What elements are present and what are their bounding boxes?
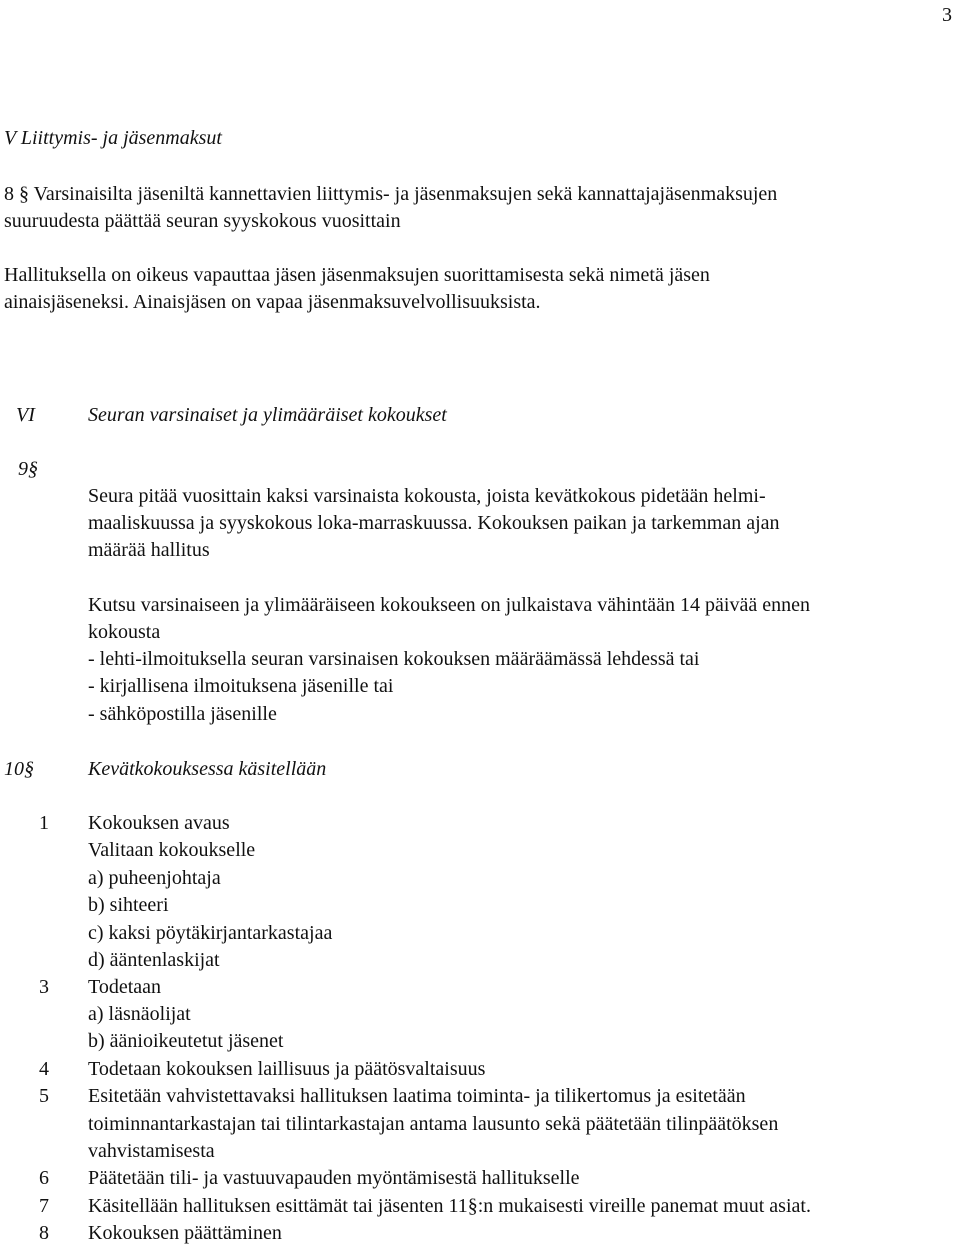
agenda-item-text: Kokouksen päättäminen (88, 1222, 282, 1244)
para-9-number: 9§ (18, 458, 38, 480)
para-8b-line-2: ainaisjäseneksi. Ainaisjäsen on vapaa jäsenmaksuvelvollisuuksista. (4, 291, 541, 313)
agenda-item-text: Kokouksen avaus (88, 812, 230, 834)
agenda-item-number: 1 (39, 812, 49, 834)
agenda-item-text: toiminnantarkastajan tai tilintarkastajan antama lausunto sekä päätetään tilinpäätöksen (88, 1113, 779, 1135)
para-9-line-3: määrää hallitus (88, 539, 210, 561)
page-number: 3 (942, 4, 952, 26)
agenda-item-number: 5 (39, 1085, 49, 1107)
agenda-item-text: Käsitellään hallituksen esittämät tai jäsenten 11§:n mukaisesti vireille panemat muut asiat. (88, 1195, 811, 1217)
agenda-item-text: Esitetään vahvistettavaksi hallituksen laatima toiminta- ja tilikertomus ja esitetään (88, 1085, 746, 1107)
para-9-line-1: Seura pitää vuosittain kaksi varsinaista kokousta, joista kevätkokous pidetään helmi- (88, 485, 766, 507)
para-9-line-2: maaliskuussa ja syyskokous loka-marraskuussa. Kokouksen paikan ja tarkemman ajan (88, 512, 780, 534)
agenda-item-text: b) äänioikeutetut jäsenet (88, 1030, 284, 1052)
agenda-item-text: Päätetään tili- ja vastuuvapauden myöntämisestä hallitukselle (88, 1167, 580, 1189)
section-vi-heading: Seuran varsinaiset ja ylimääräiset kokoukset (88, 404, 447, 426)
agenda-item-text: c) kaksi pöytäkirjantarkastajaa (88, 922, 333, 944)
agenda-item-text: Valitaan kokoukselle (88, 839, 256, 861)
invite-line-2: kokousta (88, 621, 161, 643)
agenda-item-text: b) sihteeri (88, 894, 169, 916)
agenda-item-number: 4 (39, 1058, 49, 1080)
agenda-item-text: vahvistamisesta (88, 1140, 215, 1162)
agenda-item-number: 6 (39, 1167, 49, 1189)
para-10-number: 10§ (4, 758, 34, 780)
section-v-heading: V Liittymis- ja jäsenmaksut (4, 127, 222, 149)
agenda-item-text: d) ääntenlaskijat (88, 949, 220, 971)
para-8b-line-1: Hallituksella on oikeus vapauttaa jäsen jäsenmaksujen suorittamisesta sekä nimetä jäsen (4, 264, 710, 286)
agenda-item-text: Todetaan kokouksen laillisuus ja päätösvaltaisuus (88, 1058, 486, 1080)
agenda-item-number: 8 (39, 1222, 49, 1244)
para-8-line-1: 8 § Varsinaisilta jäseniltä kannettavien liittymis- ja jäsenmaksujen sekä kannattajajäsenmaksujen (4, 183, 778, 205)
para-8-line-2: suuruudesta päättää seuran syyskokous vuosittain (4, 210, 401, 232)
section-10-heading: Kevätkokouksessa käsitellään (88, 758, 327, 780)
agenda-item-number: 3 (39, 976, 49, 998)
invite-line-5: - sähköpostilla jäsenille (88, 703, 277, 725)
section-vi-roman: VI (16, 404, 35, 426)
agenda-item-text: a) puheenjohtaja (88, 867, 221, 889)
agenda-item-number: 7 (39, 1195, 49, 1217)
agenda-item-text: a) läsnäolijat (88, 1003, 191, 1025)
invite-line-3: - lehti-ilmoituksella seuran varsinaisen kokouksen määräämässä lehdessä tai (88, 648, 700, 670)
invite-line-4: - kirjallisena ilmoituksena jäsenille tai (88, 675, 394, 697)
invite-line-1: Kutsu varsinaiseen ja ylimääräiseen kokoukseen on julkaistava vähintään 14 päivää ennen (88, 594, 810, 616)
agenda-item-text: Todetaan (88, 976, 162, 998)
